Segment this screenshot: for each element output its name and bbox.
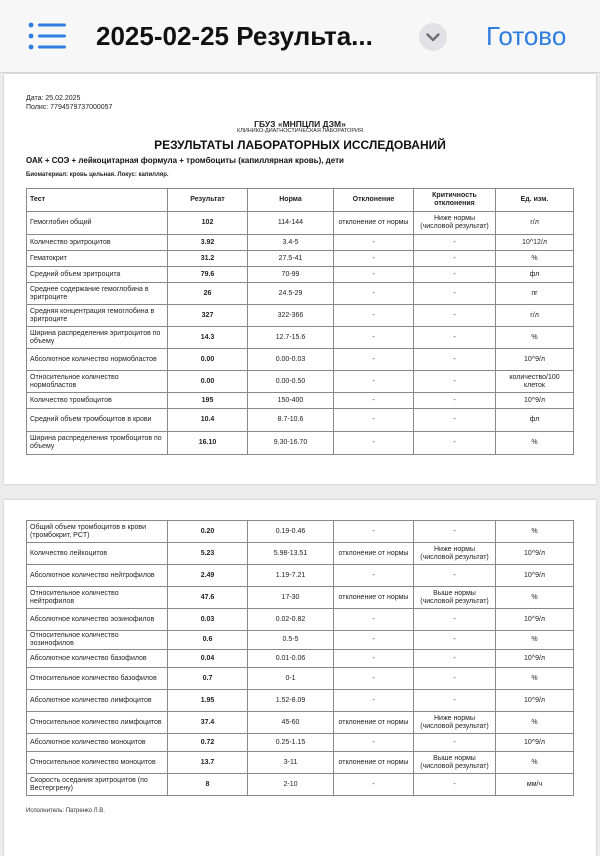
deviation-cell: - (334, 650, 414, 668)
biomaterial-line: Биоматериал: кровь цельная. Локус: капилляр. (26, 172, 169, 178)
deviation-cell: отклонение от нормы (334, 587, 414, 609)
test-name-cell: Относительное количество нормобластов (27, 371, 168, 393)
test-name-cell: Среднее содержание гемоглобина в эритроците (27, 283, 168, 305)
test-name-cell: Относительное количество нейтрофилов (27, 587, 168, 609)
org-subtitle: КЛИНИКО-ДИАГНОСТИЧЕСКАЯ ЛАБОРАТОРИЯ (237, 128, 363, 134)
criticality-cell: - (414, 235, 496, 251)
deviation-cell: отклонение от нормы (334, 543, 414, 565)
norm-cell: 12.7-15.6 (248, 327, 334, 349)
list-menu-icon[interactable] (28, 22, 66, 50)
deviation-cell: - (334, 631, 414, 650)
result-cell: 327 (168, 305, 248, 327)
unit-cell: % (496, 668, 574, 690)
table-row (27, 212, 574, 235)
unit-cell: % (496, 327, 574, 349)
unit-cell: мм/ч (496, 774, 574, 796)
deviation-cell: отклонение от нормы (334, 212, 414, 235)
test-name-cell: Относительное количество моноцитов (27, 752, 168, 774)
norm-cell: 2-10 (248, 774, 334, 796)
deviation-cell: - (334, 305, 414, 327)
norm-cell: 0.00-0.50 (248, 371, 334, 393)
deviation-cell: - (334, 251, 414, 267)
criticality-cell: - (414, 668, 496, 690)
norm-cell: 3.4-5 (248, 235, 334, 251)
deviation-cell: - (334, 609, 414, 631)
norm-cell: 0.5-5 (248, 631, 334, 650)
document-title: 2025-02-25 Результа... (96, 21, 373, 51)
criticality-cell: - (414, 631, 496, 650)
test-name-cell: Количество лейкоцитов (27, 543, 168, 565)
table-body (27, 521, 574, 796)
norm-cell: 1.52-8.09 (248, 690, 334, 712)
criticality-cell: - (414, 774, 496, 796)
table-row (27, 543, 574, 565)
result-cell: 0.20 (168, 521, 248, 543)
done-button[interactable]: Готово (486, 21, 567, 51)
result-cell: 0.72 (168, 734, 248, 752)
table-row (27, 371, 574, 393)
test-name-cell: Ширина распределения эритроцитов по объему (27, 327, 168, 349)
result-cell: 31.2 (168, 251, 248, 267)
deviation-cell: - (334, 690, 414, 712)
deviation-cell: отклонение от нормы (334, 752, 414, 774)
unit-cell: количество/100 клеток (496, 371, 574, 393)
norm-cell: 9.30-16.70 (248, 432, 334, 455)
result-cell: 0.00 (168, 371, 248, 393)
criticality-cell: - (414, 267, 496, 283)
table-row (27, 432, 574, 455)
criticality-cell: - (414, 349, 496, 371)
norm-cell: 8.7-10.6 (248, 409, 334, 432)
title-menu-button[interactable] (419, 23, 447, 51)
column-header: Норма (248, 189, 334, 212)
results-table-1 (26, 188, 574, 455)
result-cell: 195 (168, 393, 248, 409)
deviation-cell: - (334, 521, 414, 543)
norm-cell: 27.5-41 (248, 251, 334, 267)
norm-cell: 322-366 (248, 305, 334, 327)
test-name-cell: Ширина распределения тромбоцитов по объему (27, 432, 168, 455)
norm-cell: 0.01-0.06 (248, 650, 334, 668)
panel-title: ОАК + СОЭ + лейкоцитарная формула + тромбоциты (капиллярная кровь), дети (26, 156, 344, 165)
column-header: Отклонение (334, 189, 414, 212)
norm-cell: 45-60 (248, 712, 334, 734)
criticality-cell: Выше нормы (числовой результат) (414, 587, 496, 609)
result-cell: 13.7 (168, 752, 248, 774)
test-name-cell: Общий объем тромбоцитов в крови (тромбокрит, PCT) (27, 521, 168, 543)
criticality-cell: - (414, 327, 496, 349)
criticality-cell: Ниже нормы (числовой результат) (414, 712, 496, 734)
unit-cell: г/л (496, 305, 574, 327)
table-row (27, 409, 574, 432)
results-table-2 (26, 520, 574, 796)
unit-cell: % (496, 251, 574, 267)
test-name-cell: Абсолютное количество эозинофилов (27, 609, 168, 631)
unit-cell: % (496, 432, 574, 455)
norm-cell: 1.19-7.21 (248, 565, 334, 587)
norm-cell: 0.02-0.82 (248, 609, 334, 631)
criticality-cell: Ниже нормы (числовой результат) (414, 543, 496, 565)
criticality-cell: - (414, 734, 496, 752)
result-cell: 0.00 (168, 349, 248, 371)
criticality-cell: - (414, 371, 496, 393)
table-row (27, 565, 574, 587)
norm-cell: 0.25-1.15 (248, 734, 334, 752)
test-name-cell: Средний объем эритроцита (27, 267, 168, 283)
criticality-cell: - (414, 283, 496, 305)
unit-cell: 10^12/л (496, 235, 574, 251)
executor-line: Исполнитель: Патренко Л.В. (26, 808, 105, 814)
result-cell: 16.10 (168, 432, 248, 455)
criticality-cell: - (414, 432, 496, 455)
criticality-cell: - (414, 650, 496, 668)
table-row (27, 712, 574, 734)
test-name-cell: Количество эритроцитов (27, 235, 168, 251)
deviation-cell: - (334, 668, 414, 690)
table-header (27, 189, 574, 212)
deviation-cell: - (334, 774, 414, 796)
chevron-down-icon (419, 23, 447, 51)
norm-cell: 5.98-13.51 (248, 543, 334, 565)
result-cell: 0.7 (168, 668, 248, 690)
table-row (27, 734, 574, 752)
document-page-1 (4, 74, 596, 484)
table-row (27, 609, 574, 631)
table-row (27, 327, 574, 349)
table-row (27, 752, 574, 774)
table-row (27, 650, 574, 668)
deviation-cell: - (334, 409, 414, 432)
table-row (27, 521, 574, 543)
test-name-cell: Относительное количество лимфоцитов (27, 712, 168, 734)
test-name-cell: Гемоглобин общий (27, 212, 168, 235)
test-name-cell: Средняя концентрация гемоглобина в эритроците (27, 305, 168, 327)
result-cell: 5.23 (168, 543, 248, 565)
criticality-cell: - (414, 609, 496, 631)
unit-cell: пг (496, 283, 574, 305)
deviation-cell: отклонение от нормы (334, 712, 414, 734)
result-cell: 14.3 (168, 327, 248, 349)
test-name-cell: Абсолютное количество нормобластов (27, 349, 168, 371)
deviation-cell: - (334, 393, 414, 409)
criticality-cell: - (414, 690, 496, 712)
test-name-cell: Средний объем тромбоцитов в крови (27, 409, 168, 432)
unit-cell: % (496, 631, 574, 650)
test-name-cell: Относительное количество базофилов (27, 668, 168, 690)
table-row (27, 235, 574, 251)
table-row (27, 349, 574, 371)
deviation-cell: - (334, 349, 414, 371)
deviation-cell: - (334, 734, 414, 752)
unit-cell: фл (496, 267, 574, 283)
norm-cell: 3-11 (248, 752, 334, 774)
org-name: ГБУЗ «МНПЦЛИ ДЗМ» (254, 119, 346, 129)
result-cell: 79.6 (168, 267, 248, 283)
unit-cell: % (496, 712, 574, 734)
unit-cell: 10^9/л (496, 609, 574, 631)
result-cell: 8 (168, 774, 248, 796)
result-cell: 10.4 (168, 409, 248, 432)
unit-cell: 10^9/л (496, 543, 574, 565)
deviation-cell: - (334, 235, 414, 251)
result-cell: 102 (168, 212, 248, 235)
test-name-cell: Абсолютное количество моноцитов (27, 734, 168, 752)
norm-cell: 70-99 (248, 267, 334, 283)
norm-cell: 24.5-29 (248, 283, 334, 305)
unit-cell: % (496, 587, 574, 609)
policy-line: Полис: 7794579737000057 (26, 104, 113, 111)
unit-cell: г/л (496, 212, 574, 235)
criticality-cell: - (414, 521, 496, 543)
unit-cell: % (496, 521, 574, 543)
test-name-cell: Скорость оседания эритроцитов (по Вестергрену) (27, 774, 168, 796)
column-header: Критичность отклонения (414, 189, 496, 212)
result-cell: 0.04 (168, 650, 248, 668)
table-row (27, 631, 574, 650)
result-cell: 2.49 (168, 565, 248, 587)
table-row (27, 305, 574, 327)
test-name-cell: Абсолютное количество базофилов (27, 650, 168, 668)
table-row (27, 587, 574, 609)
table-row (27, 690, 574, 712)
top-bar (0, 0, 600, 73)
criticality-cell: - (414, 565, 496, 587)
unit-cell: 10^9/л (496, 690, 574, 712)
norm-cell: 150-400 (248, 393, 334, 409)
unit-cell: 10^9/л (496, 734, 574, 752)
document-page-2 (4, 500, 596, 856)
norm-cell: 114-144 (248, 212, 334, 235)
test-name-cell: Количество тромбоцитов (27, 393, 168, 409)
column-header: Ед. изм. (496, 189, 574, 212)
table-body (27, 212, 574, 455)
date-line: Дата: 25.02.2025 (26, 95, 81, 102)
table-row (27, 267, 574, 283)
criticality-cell: Выше нормы (числовой результат) (414, 752, 496, 774)
table-row (27, 283, 574, 305)
unit-cell: 10^9/л (496, 349, 574, 371)
result-cell: 1.95 (168, 690, 248, 712)
test-name-cell: Абсолютное количество нейтрофилов (27, 565, 168, 587)
deviation-cell: - (334, 283, 414, 305)
unit-cell: % (496, 752, 574, 774)
norm-cell: 17-30 (248, 587, 334, 609)
deviation-cell: - (334, 327, 414, 349)
result-cell: 0.6 (168, 631, 248, 650)
norm-cell: 0.19-0.46 (248, 521, 334, 543)
unit-cell: 10^9/л (496, 650, 574, 668)
meta-block (26, 94, 112, 112)
deviation-cell: - (334, 565, 414, 587)
deviation-cell: - (334, 371, 414, 393)
column-header: Результат (168, 189, 248, 212)
table-row (27, 393, 574, 409)
table-row (27, 774, 574, 796)
table-row (27, 668, 574, 690)
result-cell: 0.03 (168, 609, 248, 631)
report-title: РЕЗУЛЬТАТЫ ЛАБОРАТОРНЫХ ИССЛЕДОВАНИЙ (154, 138, 446, 152)
criticality-cell: - (414, 305, 496, 327)
result-cell: 26 (168, 283, 248, 305)
norm-cell: 0.00-0.03 (248, 349, 334, 371)
table-row (27, 251, 574, 267)
result-cell: 37.4 (168, 712, 248, 734)
unit-cell: 10^9/л (496, 565, 574, 587)
criticality-cell: Ниже нормы (числовой результат) (414, 212, 496, 235)
deviation-cell: - (334, 432, 414, 455)
result-cell: 3.92 (168, 235, 248, 251)
test-name-cell: Абсолютное количество лимфоцитов (27, 690, 168, 712)
test-name-cell: Относительное количество эозинофилов (27, 631, 168, 650)
criticality-cell: - (414, 251, 496, 267)
norm-cell: 0-1 (248, 668, 334, 690)
column-header: Тест (27, 189, 168, 212)
test-name-cell: Гематокрит (27, 251, 168, 267)
unit-cell: 10^9/л (496, 393, 574, 409)
result-cell: 47.6 (168, 587, 248, 609)
unit-cell: фл (496, 409, 574, 432)
deviation-cell: - (334, 267, 414, 283)
criticality-cell: - (414, 409, 496, 432)
criticality-cell: - (414, 393, 496, 409)
